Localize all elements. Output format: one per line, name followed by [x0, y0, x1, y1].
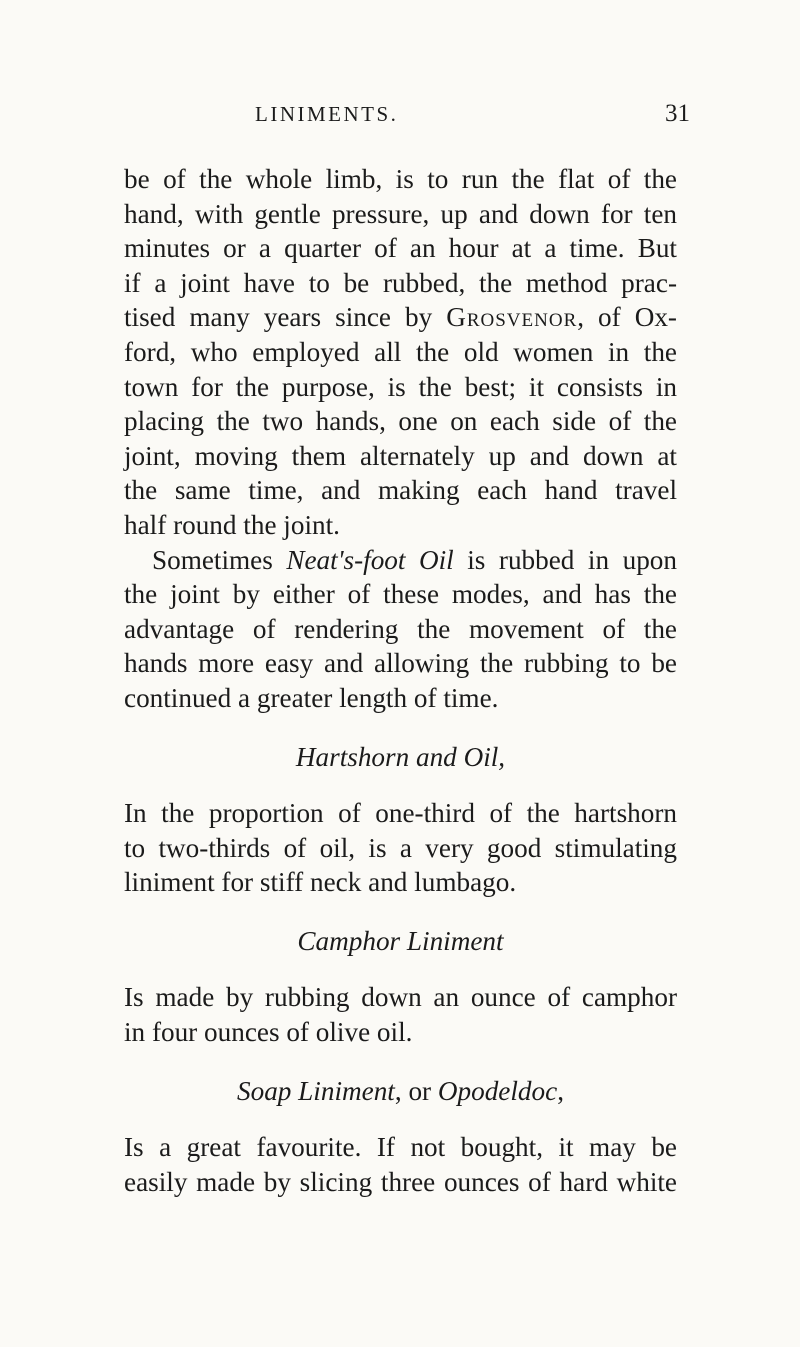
section-heading: Camphor Liniment [297, 925, 504, 956]
running-title: LINIMENTS. [255, 102, 399, 126]
text-fragment: , or [394, 1075, 438, 1106]
paragraph-limb-rubbing [124, 162, 677, 543]
text-line: easily made by slicing three ounces of hard white [124, 1166, 677, 1197]
text-fragment: , [557, 1075, 564, 1106]
text-line: Is a great favourite. If not bought, it may be [124, 1132, 677, 1163]
emphasis: Soap Liniment [237, 1075, 395, 1106]
text-fragment: tised many years since by [124, 302, 447, 333]
page-number: 31 [665, 100, 690, 127]
text-fragment: Sometimes [152, 544, 287, 575]
text-line: town for the purpose, is the best; it consists in [124, 371, 677, 402]
section-soap [124, 1074, 677, 1200]
section-hartshorn [124, 740, 677, 900]
text-line: in four ounces of olive oil. [124, 1017, 413, 1048]
text-line: continued a greater length of time. [124, 682, 499, 713]
text-line: liniment for stiff neck and lumbago. [124, 867, 517, 898]
body-text [124, 162, 677, 1199]
text-line: joint, moving them alternately up and down at [124, 440, 677, 471]
text-line: half round the joint. [124, 509, 340, 540]
text-line: the joint by either of these modes, and has the [124, 579, 677, 610]
text-line [124, 300, 677, 335]
text-line [124, 543, 677, 578]
text-line: advantage of rendering the movement of the [124, 613, 677, 644]
text-line: Is made by rubbing down an ounce of camphor [124, 982, 677, 1013]
text-line: the same time, and making each hand travel [124, 475, 677, 506]
running-head [0, 102, 800, 142]
paragraph-neatsfoot-oil [124, 543, 677, 716]
text-line: ford, who employed all the old women in the [124, 336, 677, 367]
person-name: Grosvenor [446, 302, 578, 333]
section-heading [124, 1074, 677, 1109]
text-line: placing the two hands, one on each side of the [124, 406, 677, 437]
text-line: minutes or a quarter of an hour at a time. But [124, 233, 677, 264]
text-line: In the proportion of one-third of the hartshorn [124, 798, 677, 829]
section-camphor [124, 924, 677, 1050]
text-line: hands more easy and allowing the rubbing to be [124, 648, 677, 679]
text-line: be of the whole limb, is to run the flat of the [124, 164, 677, 194]
emphasis: Opodeldoc [437, 1075, 558, 1106]
text-fragment: is rubbed in upon [453, 544, 677, 575]
text-line: to two-thirds of oil, is a very good stimulating [124, 832, 677, 863]
emphasis: Neat's-foot Oil [286, 544, 454, 575]
text-line: if a joint have to be rubbed, the method prac- [124, 267, 677, 298]
text-line: hand, with gentle pressure, up and down for ten [124, 198, 677, 229]
section-heading: Hartshorn and Oil, [295, 741, 506, 772]
text-fragment: , of Ox- [577, 302, 677, 333]
